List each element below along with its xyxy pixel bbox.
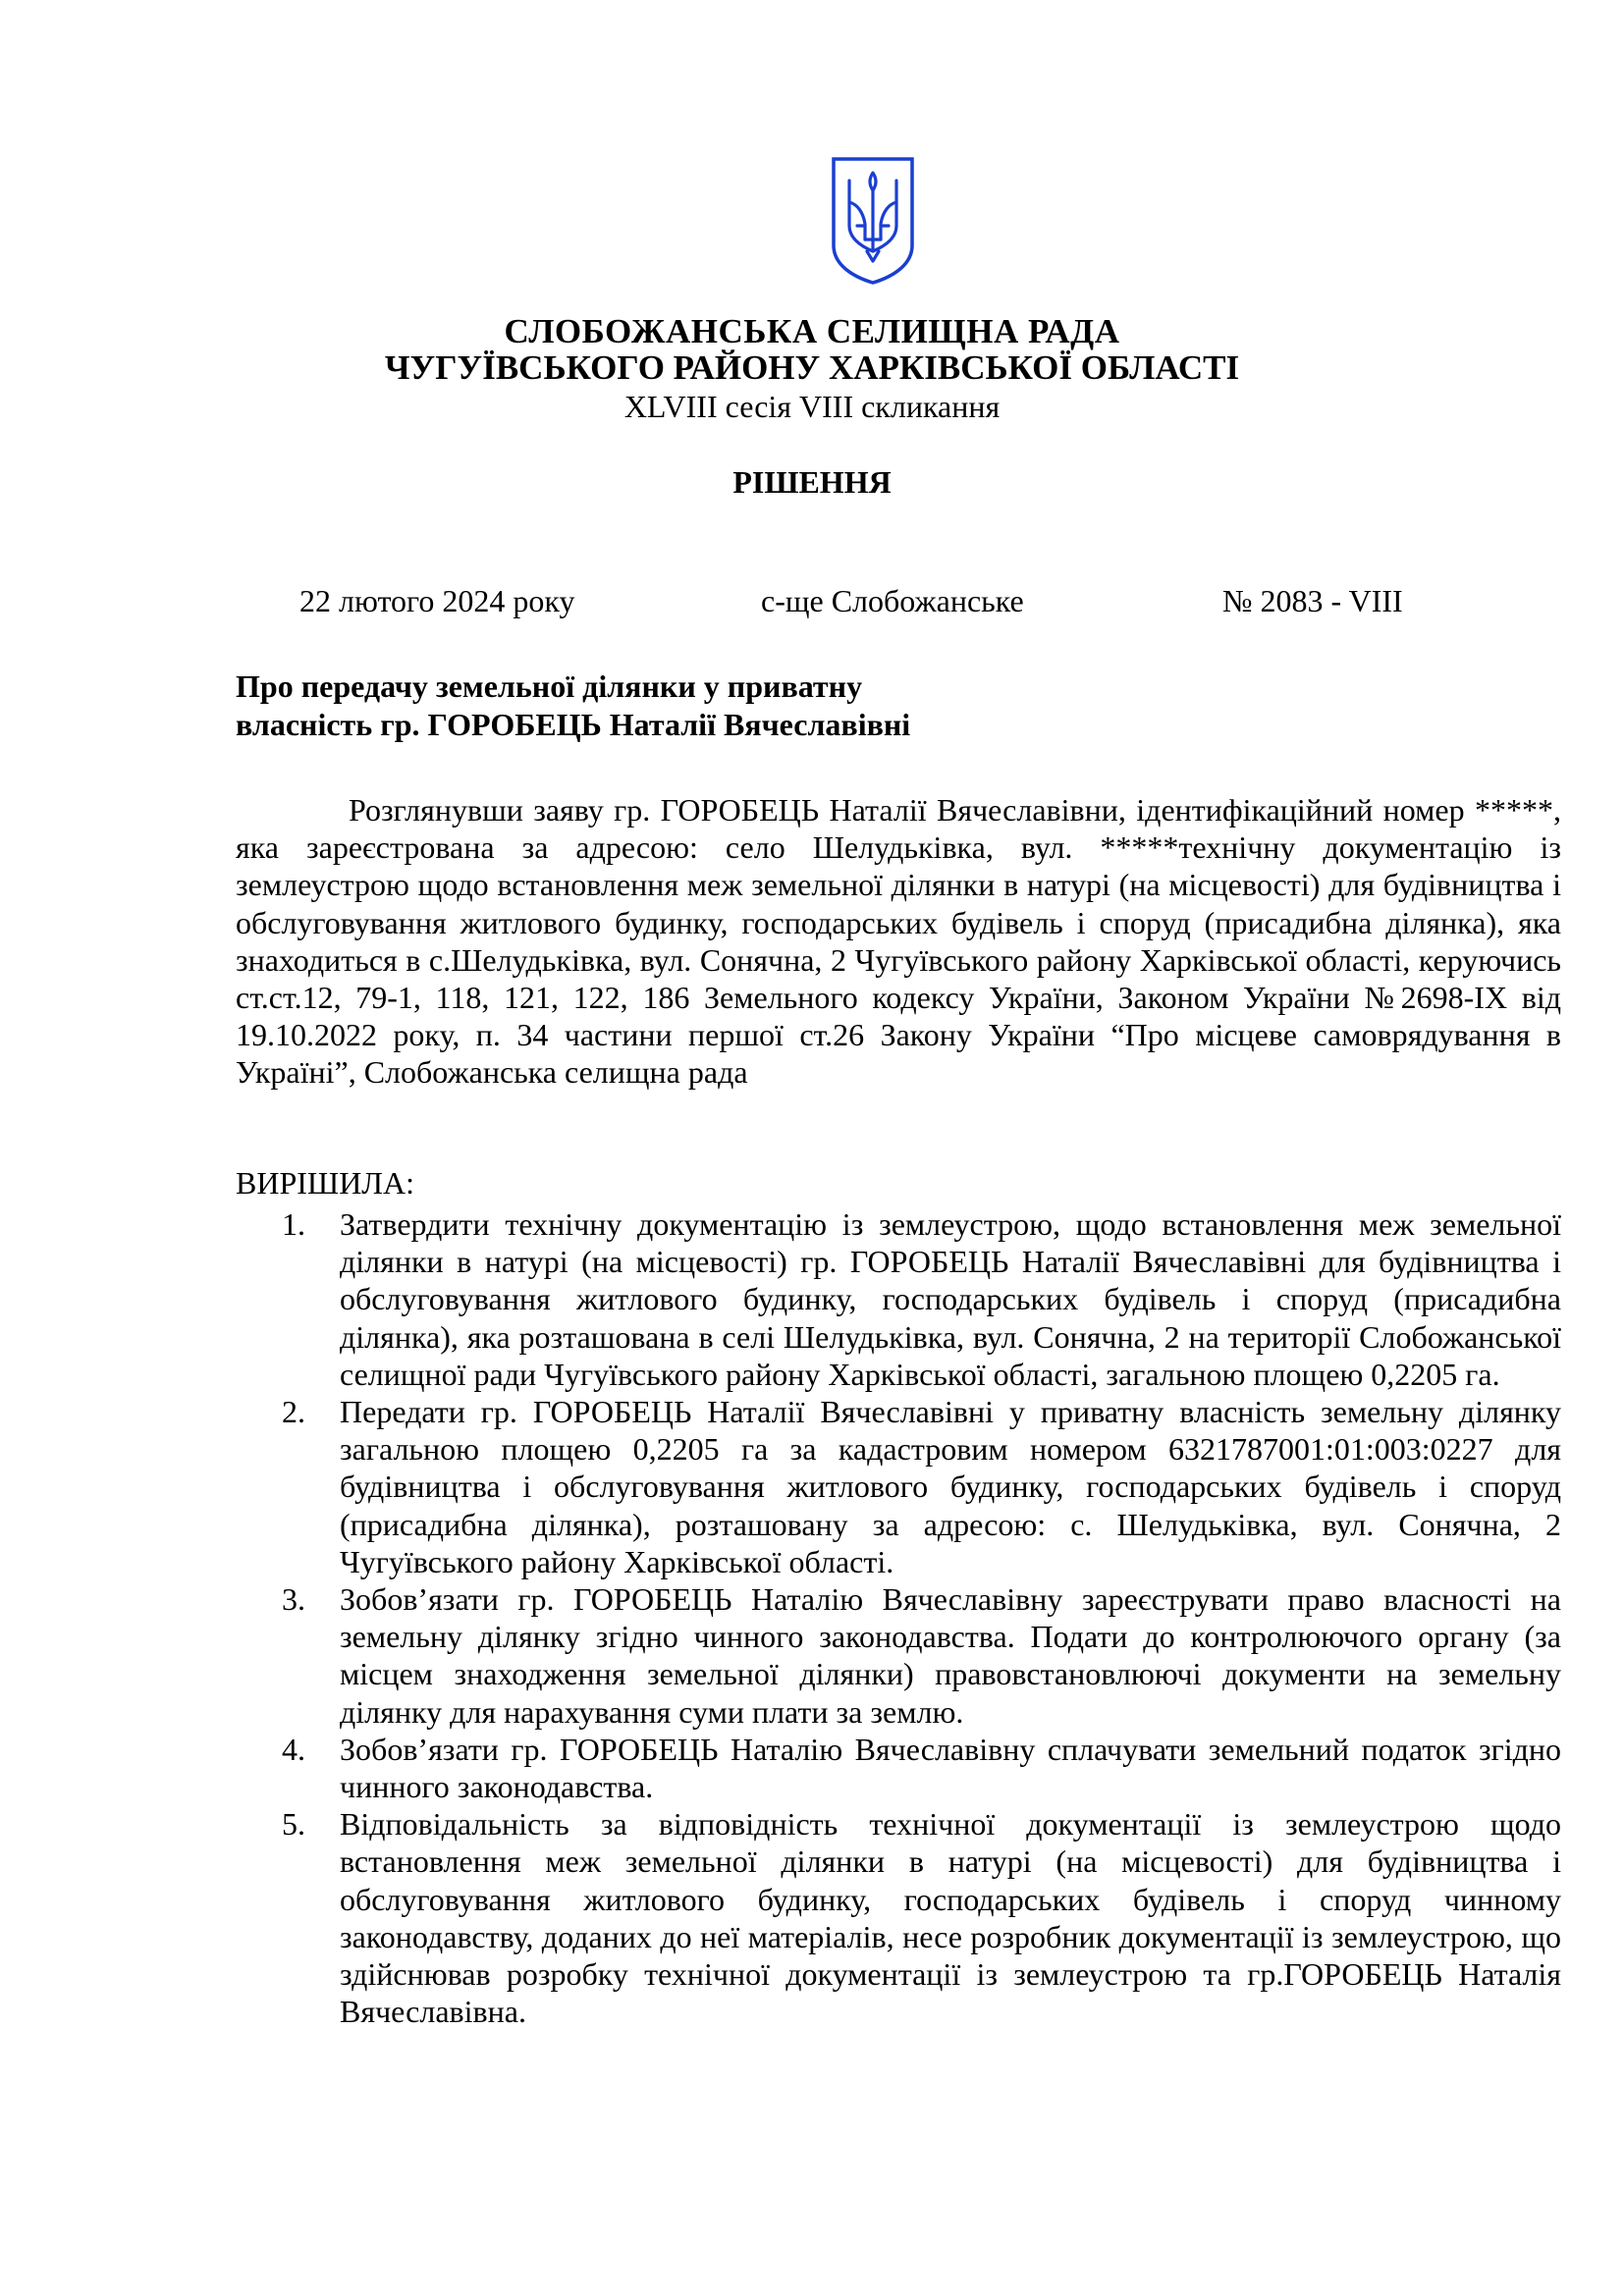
session-label: XLVIII сесія VIII скликання <box>623 389 1001 424</box>
list-item <box>236 1805 1561 2030</box>
resolved-label: ВИРІШИЛА: <box>236 1165 414 1201</box>
decision-number: № 2083 - VIII <box>1222 583 1403 618</box>
coat-of-arms-icon <box>828 155 918 287</box>
resolution-items-list <box>236 1205 1561 2030</box>
item-text: Зобов’язати гр. ГОРОБЕЦЬ Наталію Вячеславівну сплачувати земельний податок згідно чинного законодавства. <box>340 1731 1561 1805</box>
list-item <box>236 1731 1561 1805</box>
decision-place: с-ще Слобожанське <box>761 583 1024 618</box>
decision-subject <box>236 667 910 744</box>
district-name: ЧУГУЇВСЬКОГО РАЙОНУ ХАРКІВСЬКОЇ ОБЛАСТІ <box>384 348 1240 387</box>
document-type-title: РІШЕННЯ <box>732 464 892 500</box>
item-number: 1. <box>282 1206 305 1242</box>
intro-paragraph: Розглянувши заяву гр. ГОРОБЕЦЬ Наталії Вячеславівни, ідентифікаційний номер *****, яка зареєстрована за адресою: село Шелудьківка, вул. *****технічну документацію із землеустрою щодо встановлення меж земельної ділянки в натурі (на місцевості) для будівництва і обслуговування житлового будинку, господарських будівель і споруд (присадибна ділянка), яка знаходиться в с.Шелудьківка, вул. Сонячна, 2 Чугуївського району Харківської області, керуючись ст.ст.12, 79-1, 118, 121, 122, 186 Земельного кодексу України, Законом України №2698-IX від 19.10.2022 року, п. 34 частини першої ст.26 Закону України “Про місцеве самоврядування в Україні”, Слобожанська селищна рада <box>236 792 1561 1091</box>
item-text: Затвердити технічну документацію із землеустрою, щодо встановлення меж земельної ділянки в натурі (на місцевості) гр. ГОРОБЕЦЬ Наталії Вячеславівні для будівництва і обслуговування житлового будинку, господарських будівель і споруд (присадибна ділянка), яка розташована в селі Шелудьківка, вул. Сонячна, 2 на території Слобожанської селищної ради Чугуївського району Харківської області, загальною площею 0,2205 га. <box>340 1206 1561 1392</box>
item-number: 4. <box>282 1731 305 1767</box>
item-number: 5. <box>282 1806 305 1842</box>
item-text: Зобов’язати гр. ГОРОБЕЦЬ Наталію Вячеславівну зареєструвати право власності на земельну ділянку згідно чинного законодавства. Подати до контролюючого органу (за місцем знаходження земельної ділянки) правовстановлюючі документи на земельну ділянку для нарахування суми плати за землю. <box>340 1581 1561 1730</box>
list-item <box>236 1205 1561 1393</box>
item-text: Передати гр. ГОРОБЕЦЬ Наталії Вячеславівні у приватну власність земельну ділянку загальною площею 0,2205 га за кадастровим номером 6321787001:01:003:0227 для будівництва і обслуговування житлового будинку, господарських будівель і споруд (присадибна ділянка), розташовану за адресою: с. Шелудьківка, вул. Сонячна, 2 Чугуївського району Харківської області. <box>340 1394 1561 1579</box>
subject-line-1: Про передачу земельної ділянки у приватну <box>236 668 863 704</box>
item-text: Відповідальність за відповідність технічної документації із землеустрою щодо встановлення меж земельної ділянки в натурі (на місцевості) для будівництва і обслуговування житлового будинку, господарських будівель і споруд чинному законодавству, доданих до неї матеріалів, несе розробник документації із землеустрою, що здійснював розробку технічної документації із землеустрою та гр.ГОРОБЕЦЬ Наталія Вячеславівна. <box>340 1806 1561 2030</box>
list-item <box>236 1580 1561 1731</box>
subject-line-2: власність гр. ГОРОБЕЦЬ Наталії Вячеславівні <box>236 707 911 742</box>
list-item <box>236 1393 1561 1580</box>
item-number: 3. <box>282 1581 305 1618</box>
council-name: СЛОБОЖАНСЬКА СЕЛИЩНА РАДА <box>504 312 1120 350</box>
item-number: 2. <box>282 1394 305 1430</box>
decision-date: 22 лютого 2024 року <box>299 583 575 618</box>
